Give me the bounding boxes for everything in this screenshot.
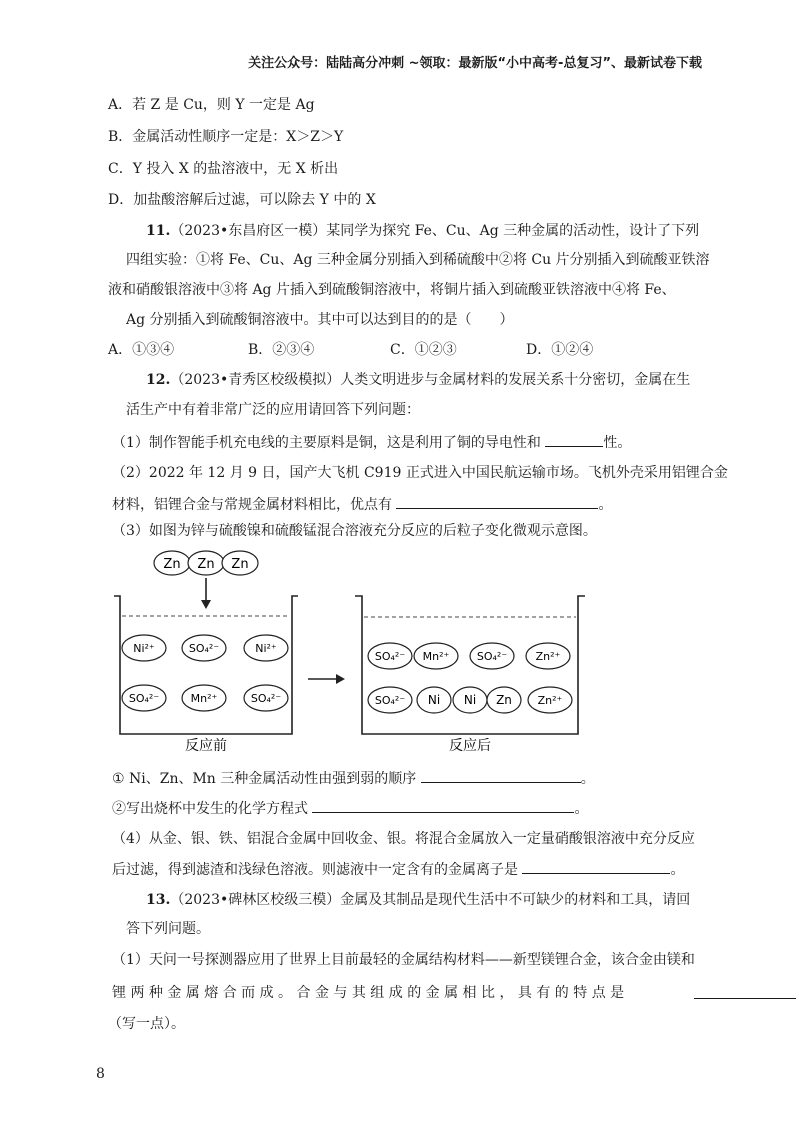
metal-atom (453, 687, 487, 713)
answer-blank-5[interactable] (522, 859, 670, 874)
q12-part-2b-period: 。 (598, 497, 613, 513)
ion-particle (122, 635, 166, 661)
ion-particle (414, 643, 458, 669)
q10-option-d: D．加盐酸溶解后过滤，可以除去 Y 中的 X (108, 192, 376, 208)
ion-particle-label: SO₄²⁻ (250, 692, 282, 705)
q11-line-3: 液和硝酸银溶液中③将 Ag 片插入到硫酸铜溶液中，将铜片插入到硫酸亚铁溶液中④将 Fe、 (108, 282, 676, 298)
q12-sub-1-period: 。 (580, 771, 595, 787)
ion-particle-label: SO₄²⁻ (374, 694, 406, 707)
q11-number: 11. (146, 223, 171, 239)
zn-atom-label: Zn (197, 557, 215, 572)
q12-part-4b-text: 后过滤，得到滤渣和浅绿色溶液。则滤液中一定含有的金属离子是 (112, 862, 518, 878)
q12-part-2a: （2）2022 年 12 月 9 日，国产大飞机 C919 正式进入中国民航运输市场。飞机外壳采用铝锂合金 (112, 465, 728, 481)
q12-stem-1: （2023•青秀区校级模拟）人类文明进步与金属材料的发展关系十分密切，金属在生 (170, 372, 691, 388)
ion-particle-label: Ni²⁺ (133, 642, 155, 655)
ion-particle (182, 685, 226, 711)
q10-option-a: A．若 Z 是 Cu，则 Y 一定是 Ag (108, 97, 315, 113)
q11-line-1 (146, 221, 699, 241)
ion-particle-label: SO₄²⁻ (128, 692, 160, 705)
ion-particle (368, 687, 412, 713)
caption-after: 反应后 (449, 738, 491, 754)
answer-blank-4[interactable] (312, 798, 574, 813)
q13-line-1 (146, 890, 690, 910)
ion-particle (182, 635, 226, 661)
q12-sub-1-text: ① Ni、Zn、Mn 三种金属活动性由强到弱的顺序 (112, 771, 417, 787)
ion-particle-label: SO₄²⁻ (374, 650, 406, 663)
caption-before: 反应前 (185, 738, 227, 754)
q12-line-2: 活生产中有着非常广泛的应用请回答下列问题： (126, 402, 420, 418)
metal-atom-label: Zn (496, 693, 512, 707)
ion-particle-label: Mn²⁺ (190, 692, 218, 705)
answer-blank-2[interactable] (396, 494, 598, 509)
ion-particle-label: Zn²⁺ (535, 650, 561, 663)
before-particles (122, 635, 288, 711)
q12-part-1-text: （1）制作智能手机充电线的主要原料是铜，这是利用了铜的导电性和 (112, 435, 541, 451)
q12-part-4a: （4）从金、银、铁、铝混合金属中回收金、银。将混合金属放入一定量硝酸银溶液中充分反应 (112, 831, 695, 847)
ion-particle-label: Zn²⁺ (537, 694, 563, 707)
page-number: 8 (96, 1066, 105, 1082)
ion-particle (368, 643, 412, 669)
q11-line-2: 四组实验：①将 Fe、Cu、Ag 三种金属分别插入到稀硫酸中②将 Cu 片分别插入到硫酸亚铁溶 (126, 252, 710, 268)
q12-part-1-tail: 性。 (603, 435, 632, 451)
q10-option-b: B．金属活动性顺序一定是：X＞Z＞Y (108, 129, 344, 145)
q13-number: 13. (146, 892, 171, 908)
zn-atom (222, 551, 258, 575)
q12-part-4b (112, 859, 684, 880)
beaker-before (114, 596, 298, 734)
metal-atom-label: Ni (427, 693, 441, 707)
q10-option-c: C．Y 投入 X 的盐溶液中，无 X 析出 (108, 161, 339, 177)
q13-part-1c: （写一点）。 (108, 1016, 185, 1032)
zn-atom-label: Zn (231, 557, 249, 572)
q11-option-b: B．②③④ (248, 342, 315, 358)
q11-stem-1: （2023•东昌府区一模）某同学为探究 Fe、Cu、Ag 三种金属的活动性，设计了下列 (170, 223, 700, 239)
zn-atom (188, 551, 224, 575)
q11-option-a: A．①③④ (108, 342, 175, 358)
q12-part-4b-period: 。 (670, 862, 685, 878)
answer-blank-1[interactable] (545, 432, 603, 447)
q13-stem-1: （2023•碑林区校级三模）金属及其制品是现代生活中不可缺少的材料和工具，请回 (170, 892, 691, 908)
ion-particle-label: Mn²⁺ (422, 650, 450, 663)
ion-particle (526, 643, 570, 669)
ion-particle (528, 687, 572, 713)
q12-part-1 (112, 432, 631, 453)
q11-option-c: C．①②③ (390, 342, 457, 358)
ion-particle-label: SO₄²⁻ (188, 642, 220, 655)
q12-sub-2-period: 。 (574, 801, 589, 817)
down-arrow-icon (201, 578, 211, 609)
q13-part-1a: （1）天问一号探测器应用了世界上目前最轻的金属结构材料——新型镁锂合金，该合金由镁和 (112, 952, 695, 968)
q13-part-1b (112, 983, 624, 1003)
q12-sub-2 (112, 798, 588, 819)
ion-particle (470, 643, 514, 669)
metal-atom (487, 687, 521, 713)
ion-particle-label: SO₄²⁻ (476, 650, 508, 663)
metal-atom (417, 687, 451, 713)
zn-atoms (154, 551, 258, 575)
q11-line-4: Ag 分别插入到硫酸铜溶液中。其中可以达到目的的是（ ） (126, 312, 514, 328)
ion-particle-label: Ni²⁺ (255, 642, 277, 655)
reaction-diagram (100, 546, 600, 758)
ion-particle (122, 685, 166, 711)
after-particles (368, 643, 572, 713)
zn-atom-label: Zn (163, 557, 181, 572)
ion-particle (244, 685, 288, 711)
q12-sub-1 (112, 768, 595, 789)
q12-part-2b-text: 材料，铝锂合金与常规金属材料相比，优点有 (112, 497, 392, 513)
q11-option-d: D．①②④ (526, 342, 594, 358)
answer-blank-6[interactable] (694, 984, 796, 999)
q12-part-2b (112, 494, 612, 515)
q12-sub-2-text: ②写出烧杯中发生的化学方程式 (112, 801, 308, 817)
metal-atom-label: Ni (463, 693, 477, 707)
ion-particle (244, 635, 288, 661)
q12-number: 12. (146, 372, 171, 388)
q12-part-3: （3）如图为锌与硫酸镍和硫酸锰混合溶液充分反应的后粒子变化微观示意图。 (112, 523, 597, 539)
right-arrow-icon (308, 674, 345, 684)
page-header: 关注公众号：陆陆高分冲刺 ~领取：最新版“小中高考-总复习”、最新试卷下载 (248, 56, 702, 71)
q13-part-1b-text: 锂 两 种 金 属 熔 合 而 成 。 合 金 与 其 组 成 的 金 属 相 比 ， 具 有 的 特 点 是 (112, 985, 625, 1001)
q13-line-2: 答下列问题。 (126, 921, 210, 937)
zn-atom (154, 551, 190, 575)
answer-blank-3[interactable] (421, 768, 581, 783)
q12-line-1 (146, 370, 690, 390)
